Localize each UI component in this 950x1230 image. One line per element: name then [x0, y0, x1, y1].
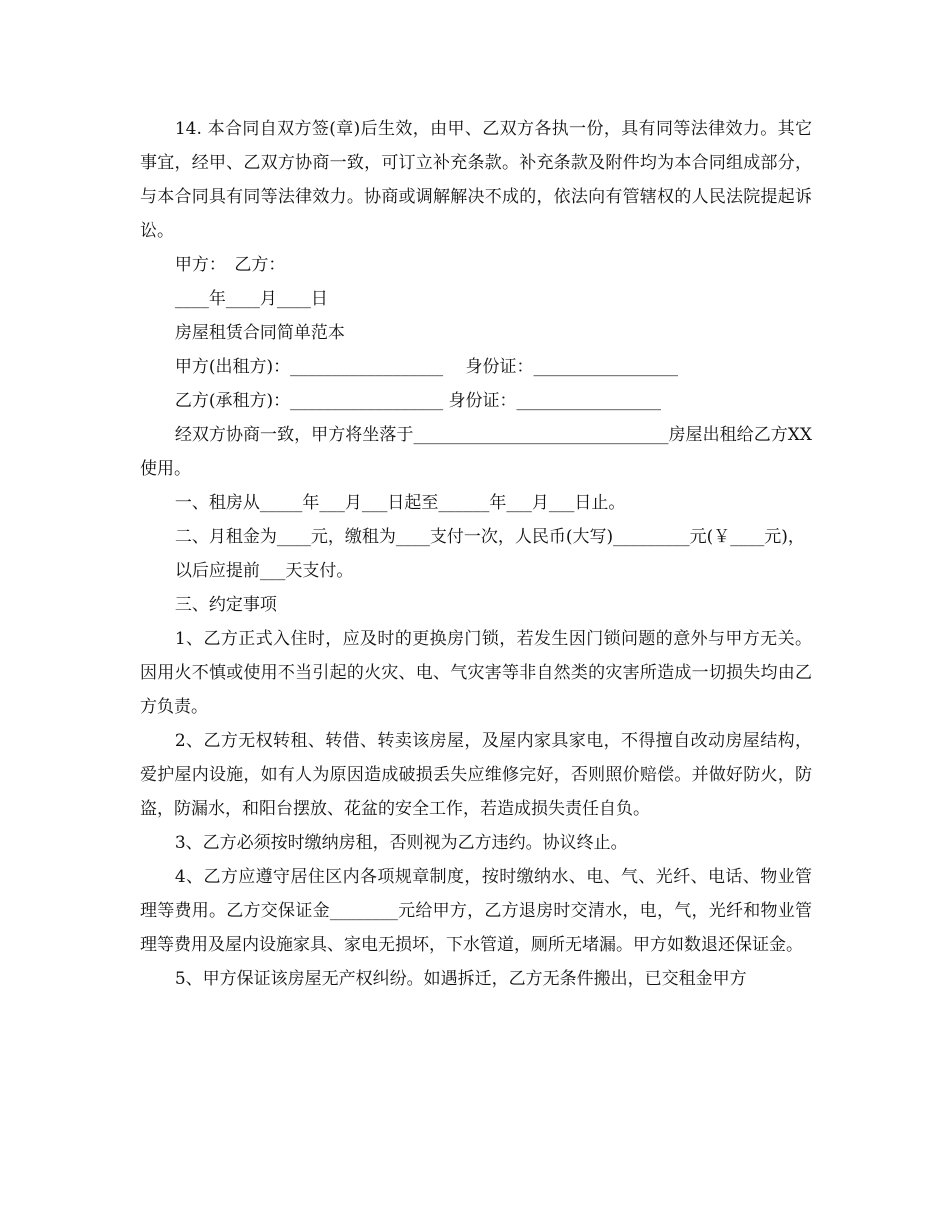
matter-2-paragraph: 2、乙方无权转租、转借、转卖该房屋，及屋内家具家电，不得擅自改动房屋结构，爱护屋内设施，如有人为原因造成破损丢失应维修完好，否则照价赔偿。并做好防火，防盗，防漏水，和阳台摆放、花盆的安全工作，若造成损失责任自负。 [140, 731, 812, 819]
advance-payment-line: 以后应提前___天支付。 [174, 561, 354, 581]
signature-date-line: ____年____月____日 [174, 289, 328, 309]
signature-parties-line: 甲方： 乙方： [174, 255, 286, 275]
matter-1-paragraph: 1、乙方正式入住时，应及时的更换房门锁，若发生因门锁问题的意外与甲方无关。因用火不慎或使用不当引起的火灾、电、气灾害等非自然类的灾害所造成一切损失均由乙方负责。 [140, 629, 812, 717]
template-title: 房屋租赁合同简单范本 [174, 323, 345, 343]
matter-3-paragraph: 3、乙方必须按时缴纳房租，否则视为乙方违约。协议终止。 [174, 833, 628, 853]
matter-5-paragraph: 5、甲方保证该房屋无产权纠纷。如遇拆迁，乙方无条件搬出，已交租金甲方 [174, 969, 747, 989]
lease-term-line: 一、租房从_____年___月___日起至______年___月___日止。 [174, 493, 626, 513]
agreed-matters-heading: 三、约定事项 [174, 595, 277, 615]
party-a-lessor-line: 甲方(出租方)：__________________ 身份证：_________________ [174, 357, 679, 377]
clause-14-effectiveness: 14. 本合同自双方签(章)后生效，由甲、乙双方各执一份，具有同等法律效力。其它事宜，经甲、乙双方协商一致，可订立补充条款。补充条款及附件均为本合同组成部分，与本合同具有同等法律效力。协商或调解解决不成的，依法向有管辖权的人民法院提起诉讼。 [140, 119, 812, 241]
monthly-rent-paragraph: 二、月租金为____元，缴租为____支付一次，人民币(大写)_________元(￥____元)， [174, 527, 805, 547]
property-location-paragraph: 经双方协商一致，甲方将坐落于______________________________房屋出租给乙方XX使用。 [140, 425, 812, 479]
party-b-lessee-line: 乙方(承租方)：__________________ 身份证：_________________ [174, 391, 662, 411]
matter-4-paragraph: 4、乙方应遵守居住区内各项规章制度，按时缴纳水、电、气、光纤、电话、物业管理等费用。乙方交保证金________元给甲方，乙方退房时交清水，电，气，光纤和物业管理等费用及屋内设施家具、家电无损坏，下水管道，厕所无堵漏。甲方如数退还保证金。 [140, 867, 812, 955]
document-body [140, 112, 812, 996]
